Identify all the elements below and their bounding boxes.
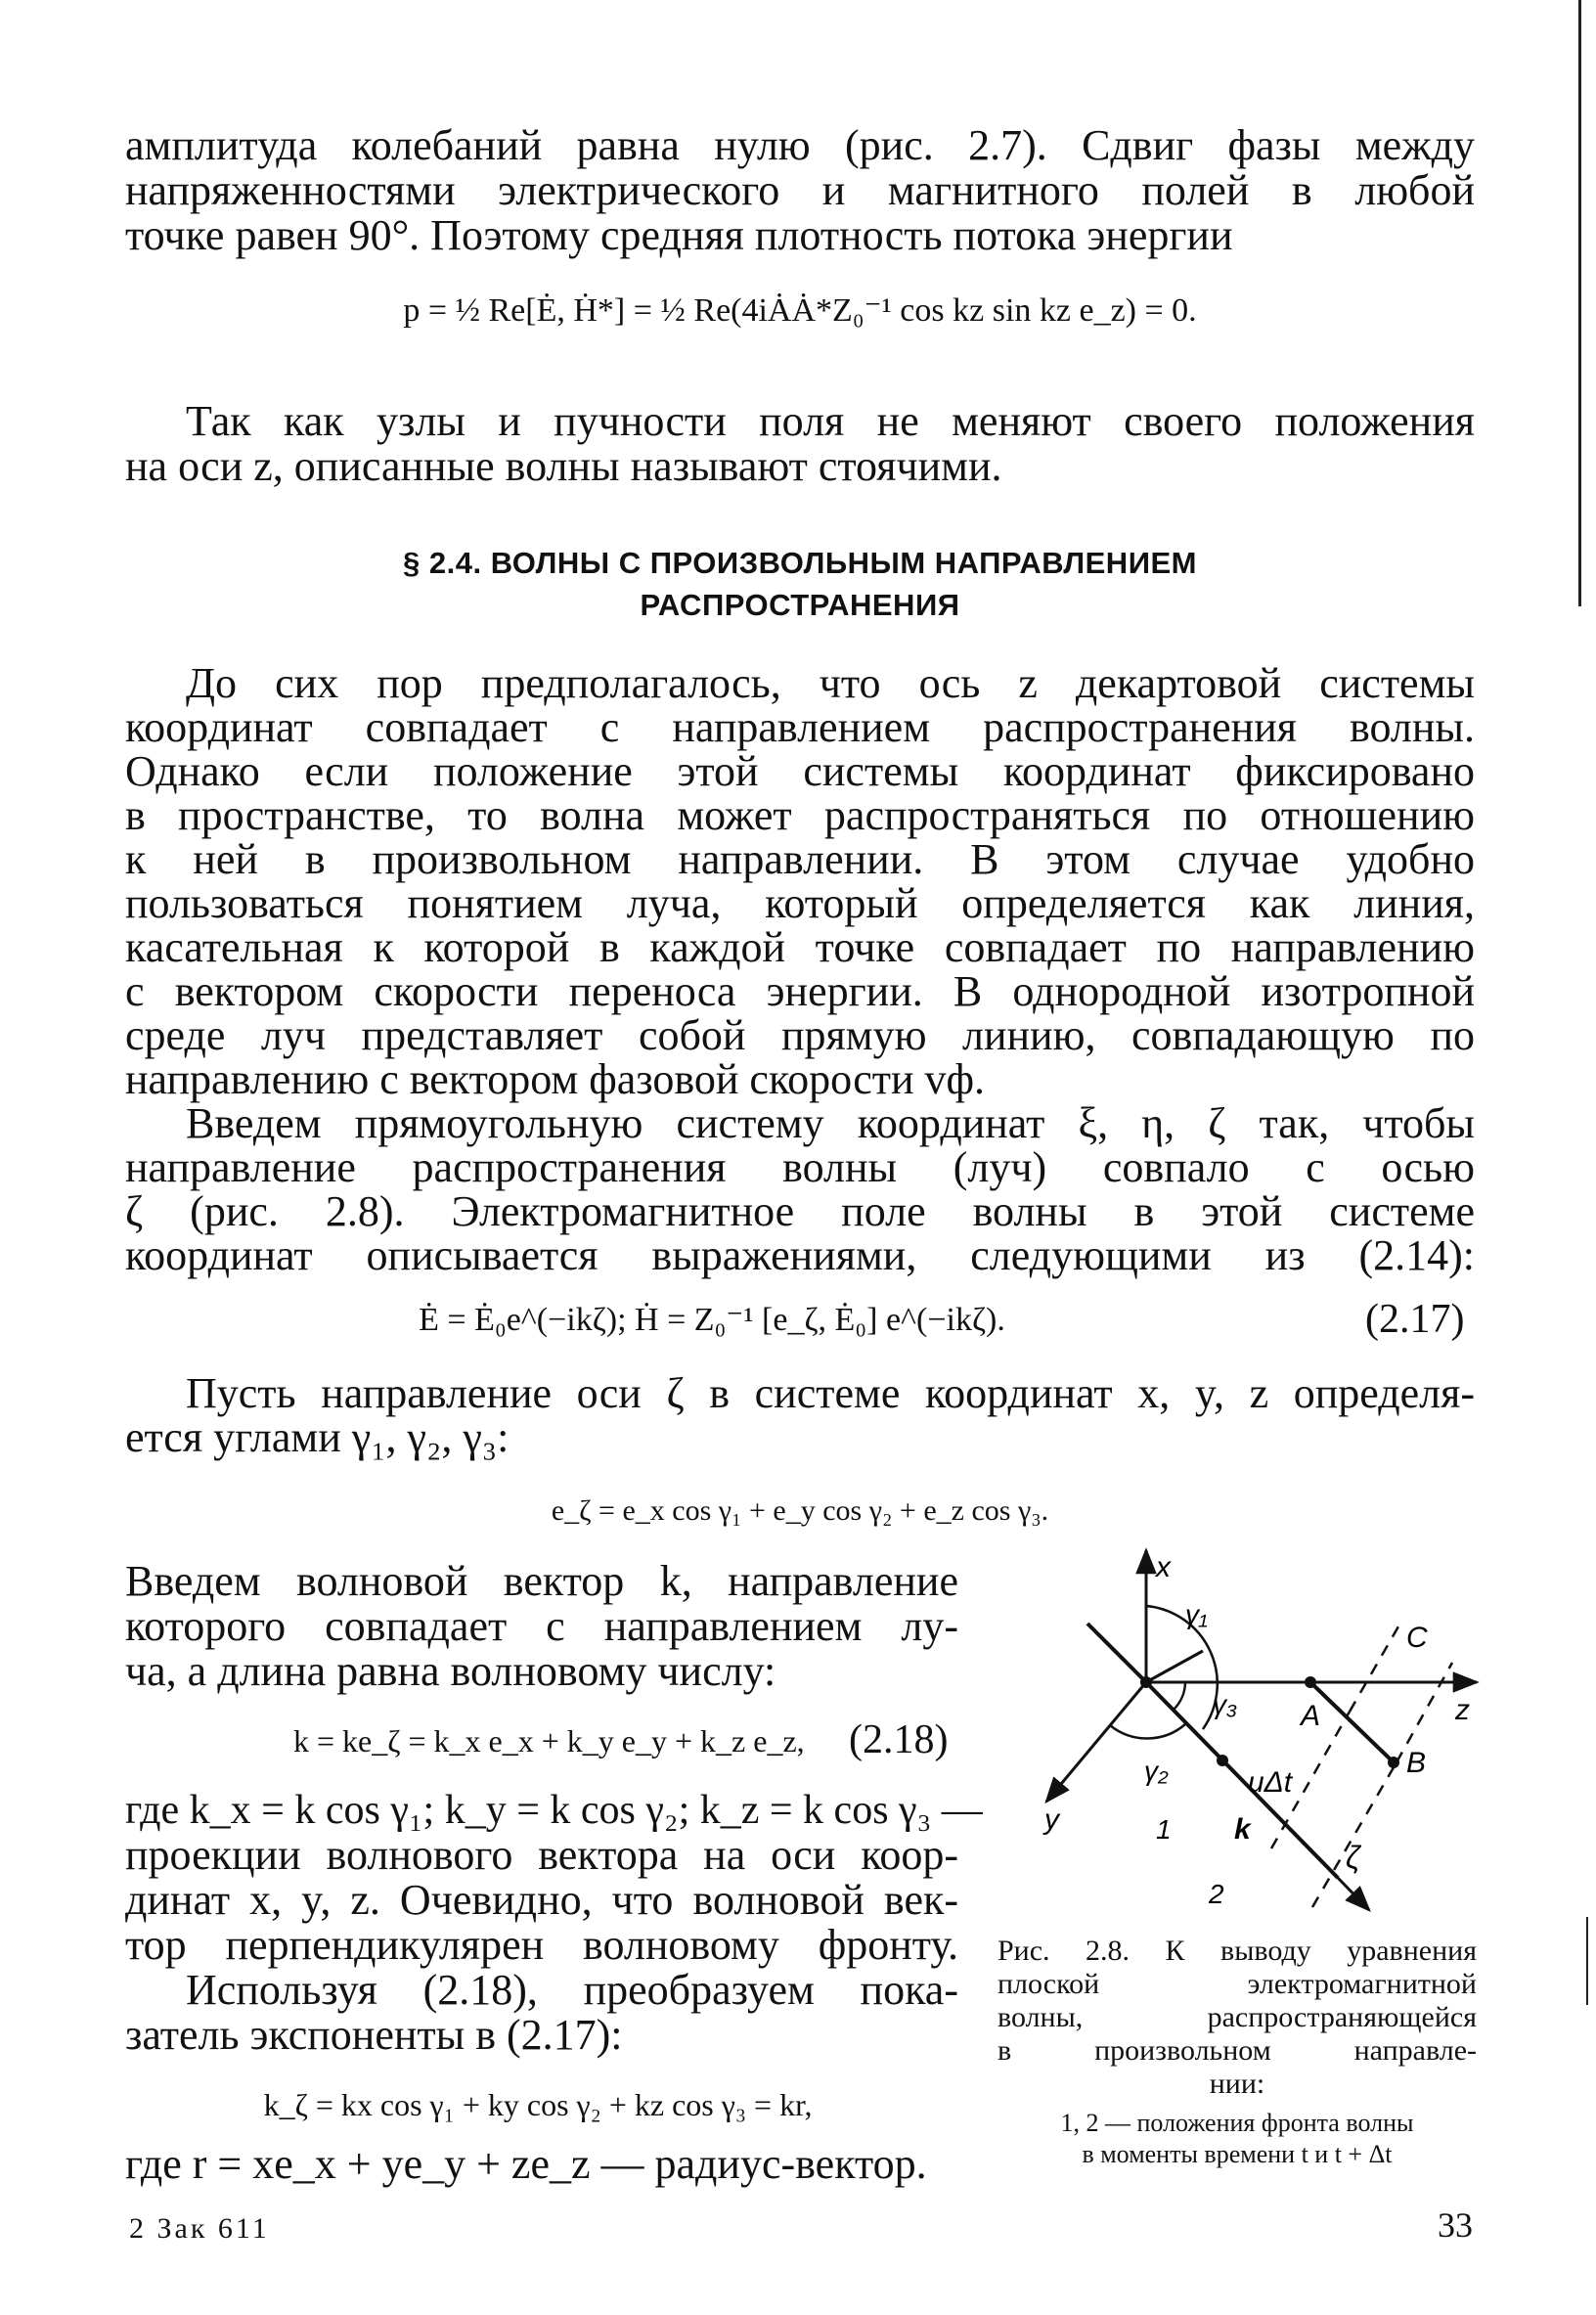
figure-caption-line: нии: [1209,2068,1265,2100]
label-zeta: ζ [1346,1840,1360,1875]
text-line: Введем прямоугольную систему координат ξ, η, ζ так, чтобы [186,1099,1475,1147]
text-line: До сих пор предполагалось, что ось z декартовой системы [186,659,1475,707]
y-axis [1046,1682,1146,1802]
text-line: где r = xe_x + ye_y + ze_z — радиус-вектор. [125,2140,927,2188]
text-line: динат x, y, z. Очевидно, что волновой век- [125,1876,958,1924]
zeta-axis [1338,1878,1369,1910]
text-line: где k_x = k cos γ₁; k_y = k cos γ₂; k_z = k cos γ₃ — [125,1788,983,1833]
text-line: среде луч представляет собой прямую линию, совпадающую по [125,1011,1475,1059]
point-a [1305,1676,1316,1688]
text-line: ζ (рис. 2.8). Электромагнитное поле волны в этой системе [125,1187,1475,1235]
page-number: 33 [1438,2205,1473,2245]
label-a: A [1301,1700,1321,1732]
text-line: направление распространения волны (луч) совпало с осью [125,1143,1475,1191]
segment-ab [1310,1682,1394,1762]
label-gamma3: γ₃ [1213,1689,1238,1719]
footer-signature: 2 Зак 611 [129,2212,270,2245]
equation-number-2-18: (2.18) [849,1717,949,1762]
text-line: которого совпадает с направлением лу- [125,1602,958,1650]
text-line: затель экспоненты в (2.17): [125,2011,623,2059]
text-line: в пространстве, то волна может распространяться по отношению [125,791,1475,839]
section-heading: § 2.4. ВОЛНЫ С ПРОИЗВОЛЬНЫМ НАПРАВЛЕНИЕМ [403,546,1197,580]
wavefront-2 [1312,1762,1396,1907]
angle-arc-gamma2 [1110,1724,1185,1738]
label-k: k [1234,1813,1251,1846]
point-mid [1217,1755,1228,1766]
angle-arc-gamma3 [1174,1682,1185,1710]
text-line: точке равен 90°. Поэтому средняя плотность потока энергии [125,211,1233,259]
text-line: к ней в произвольном направлении. В этом случае удобно [125,835,1475,883]
figure-caption-line: в произвольном направле- [998,2034,1477,2067]
zeta-extension [1087,1624,1146,1682]
text-line: координат совпадает с направлением распространения волны. [125,703,1475,751]
point-b [1388,1757,1399,1768]
text-line: касательная к которой в каждой точке совпадает по направлению [125,923,1475,971]
text-line: тор перпендикулярен волновому фронту. [125,1921,958,1969]
label-udt: uΔt [1248,1766,1293,1799]
text-line: Введем волновой вектор k, направление [125,1557,958,1605]
scan-edge-mark [1578,0,1581,606]
text-line: Используя (2.18), преобразуем пока- [186,1966,958,2014]
text-line: амплитуда колебаний равна нулю (рис. 2.7). Сдвиг фазы между [125,121,1475,169]
scan-edge-mark [1586,1917,1588,2005]
text-line: напряженностями электрического и магнитного полей в любой [125,166,1475,214]
text-line: направлению с вектором фазовой скорости vф. [125,1055,986,1103]
label-gamma1: γ₁ [1185,1599,1208,1629]
section-heading-cont: РАСПРОСТРАНЕНИЯ [640,588,960,622]
label-gamma2: γ₂ [1144,1756,1169,1786]
text-line: с вектором скорости переноса энергии. В однородной изотропной [125,967,1475,1015]
label-1: 1 [1156,1814,1172,1845]
figure-caption-line: волны, распространяющейся [998,2001,1477,2033]
figure-2-8 [1017,1545,1506,1927]
formula-e-zeta: e_ζ = e_x cos γ₁ + e_y cos γ₂ + e_z cos γ₃. [551,1494,1049,1527]
text-line: пользоваться понятием луча, который определяется как линия, [125,879,1475,927]
formula-2-17: Ė = Ė₀e^(−ikζ); Ḣ = Z₀⁻¹ [e_ζ, Ė₀] e^(−ikζ). [419,1302,1005,1338]
formula-k-zeta: k_ζ = kx cos γ₁ + ky cos γ₂ + kz cos γ₃ = kr, [263,2087,813,2122]
figure-caption-line: Рис. 2.8. К выводу уравнения [998,1935,1477,1967]
label-y: y [1044,1803,1059,1836]
text-line: Однако если положение этой системы координат фиксировано [125,747,1475,795]
formula-2-18: k = ke_ζ = k_x e_x + k_y e_y + k_z e_z, [293,1723,805,1759]
text-line: Так как узлы и пучности поля не меняют своего положения [186,397,1475,445]
text-line: ется углами γ₁, γ₂, γ₃: [125,1413,510,1461]
formula-energy-flux: p = ½ Re[Ė, Ḣ*] = ½ Re(4iȦȦ*Z₀⁻¹ cos kz sin kz e_z) = 0. [403,292,1197,329]
text-line: ча, а длина равна волновому числу: [125,1647,776,1695]
label-z: z [1455,1694,1470,1726]
point-origin [1140,1676,1152,1688]
label-2: 2 [1209,1879,1224,1909]
text-line: Пусть направление оси ζ в системе координат x, y, z определя- [186,1369,1475,1417]
label-x: x [1156,1551,1171,1583]
label-c: C [1406,1622,1428,1654]
figure-note-line: в моменты времени t и t + Δt [1082,2140,1393,2168]
figure-note-line: 1, 2 — положения фронта волны [1060,2109,1414,2137]
text-line: на оси z, описанные волны называют стоячими. [125,442,1002,490]
figure-caption-line: плоской электромагнитной [998,1968,1477,2000]
text-line: координат описывается выражениями, следующими из (2.14): [125,1231,1475,1279]
wavefront-1-upper [1350,1626,1398,1712]
equation-number-2-17: (2.17) [1365,1297,1465,1342]
text-line: проекции волнового вектора на оси коор- [125,1831,958,1879]
wavefront-1-solid [1146,1651,1203,1682]
label-b: B [1406,1747,1427,1779]
